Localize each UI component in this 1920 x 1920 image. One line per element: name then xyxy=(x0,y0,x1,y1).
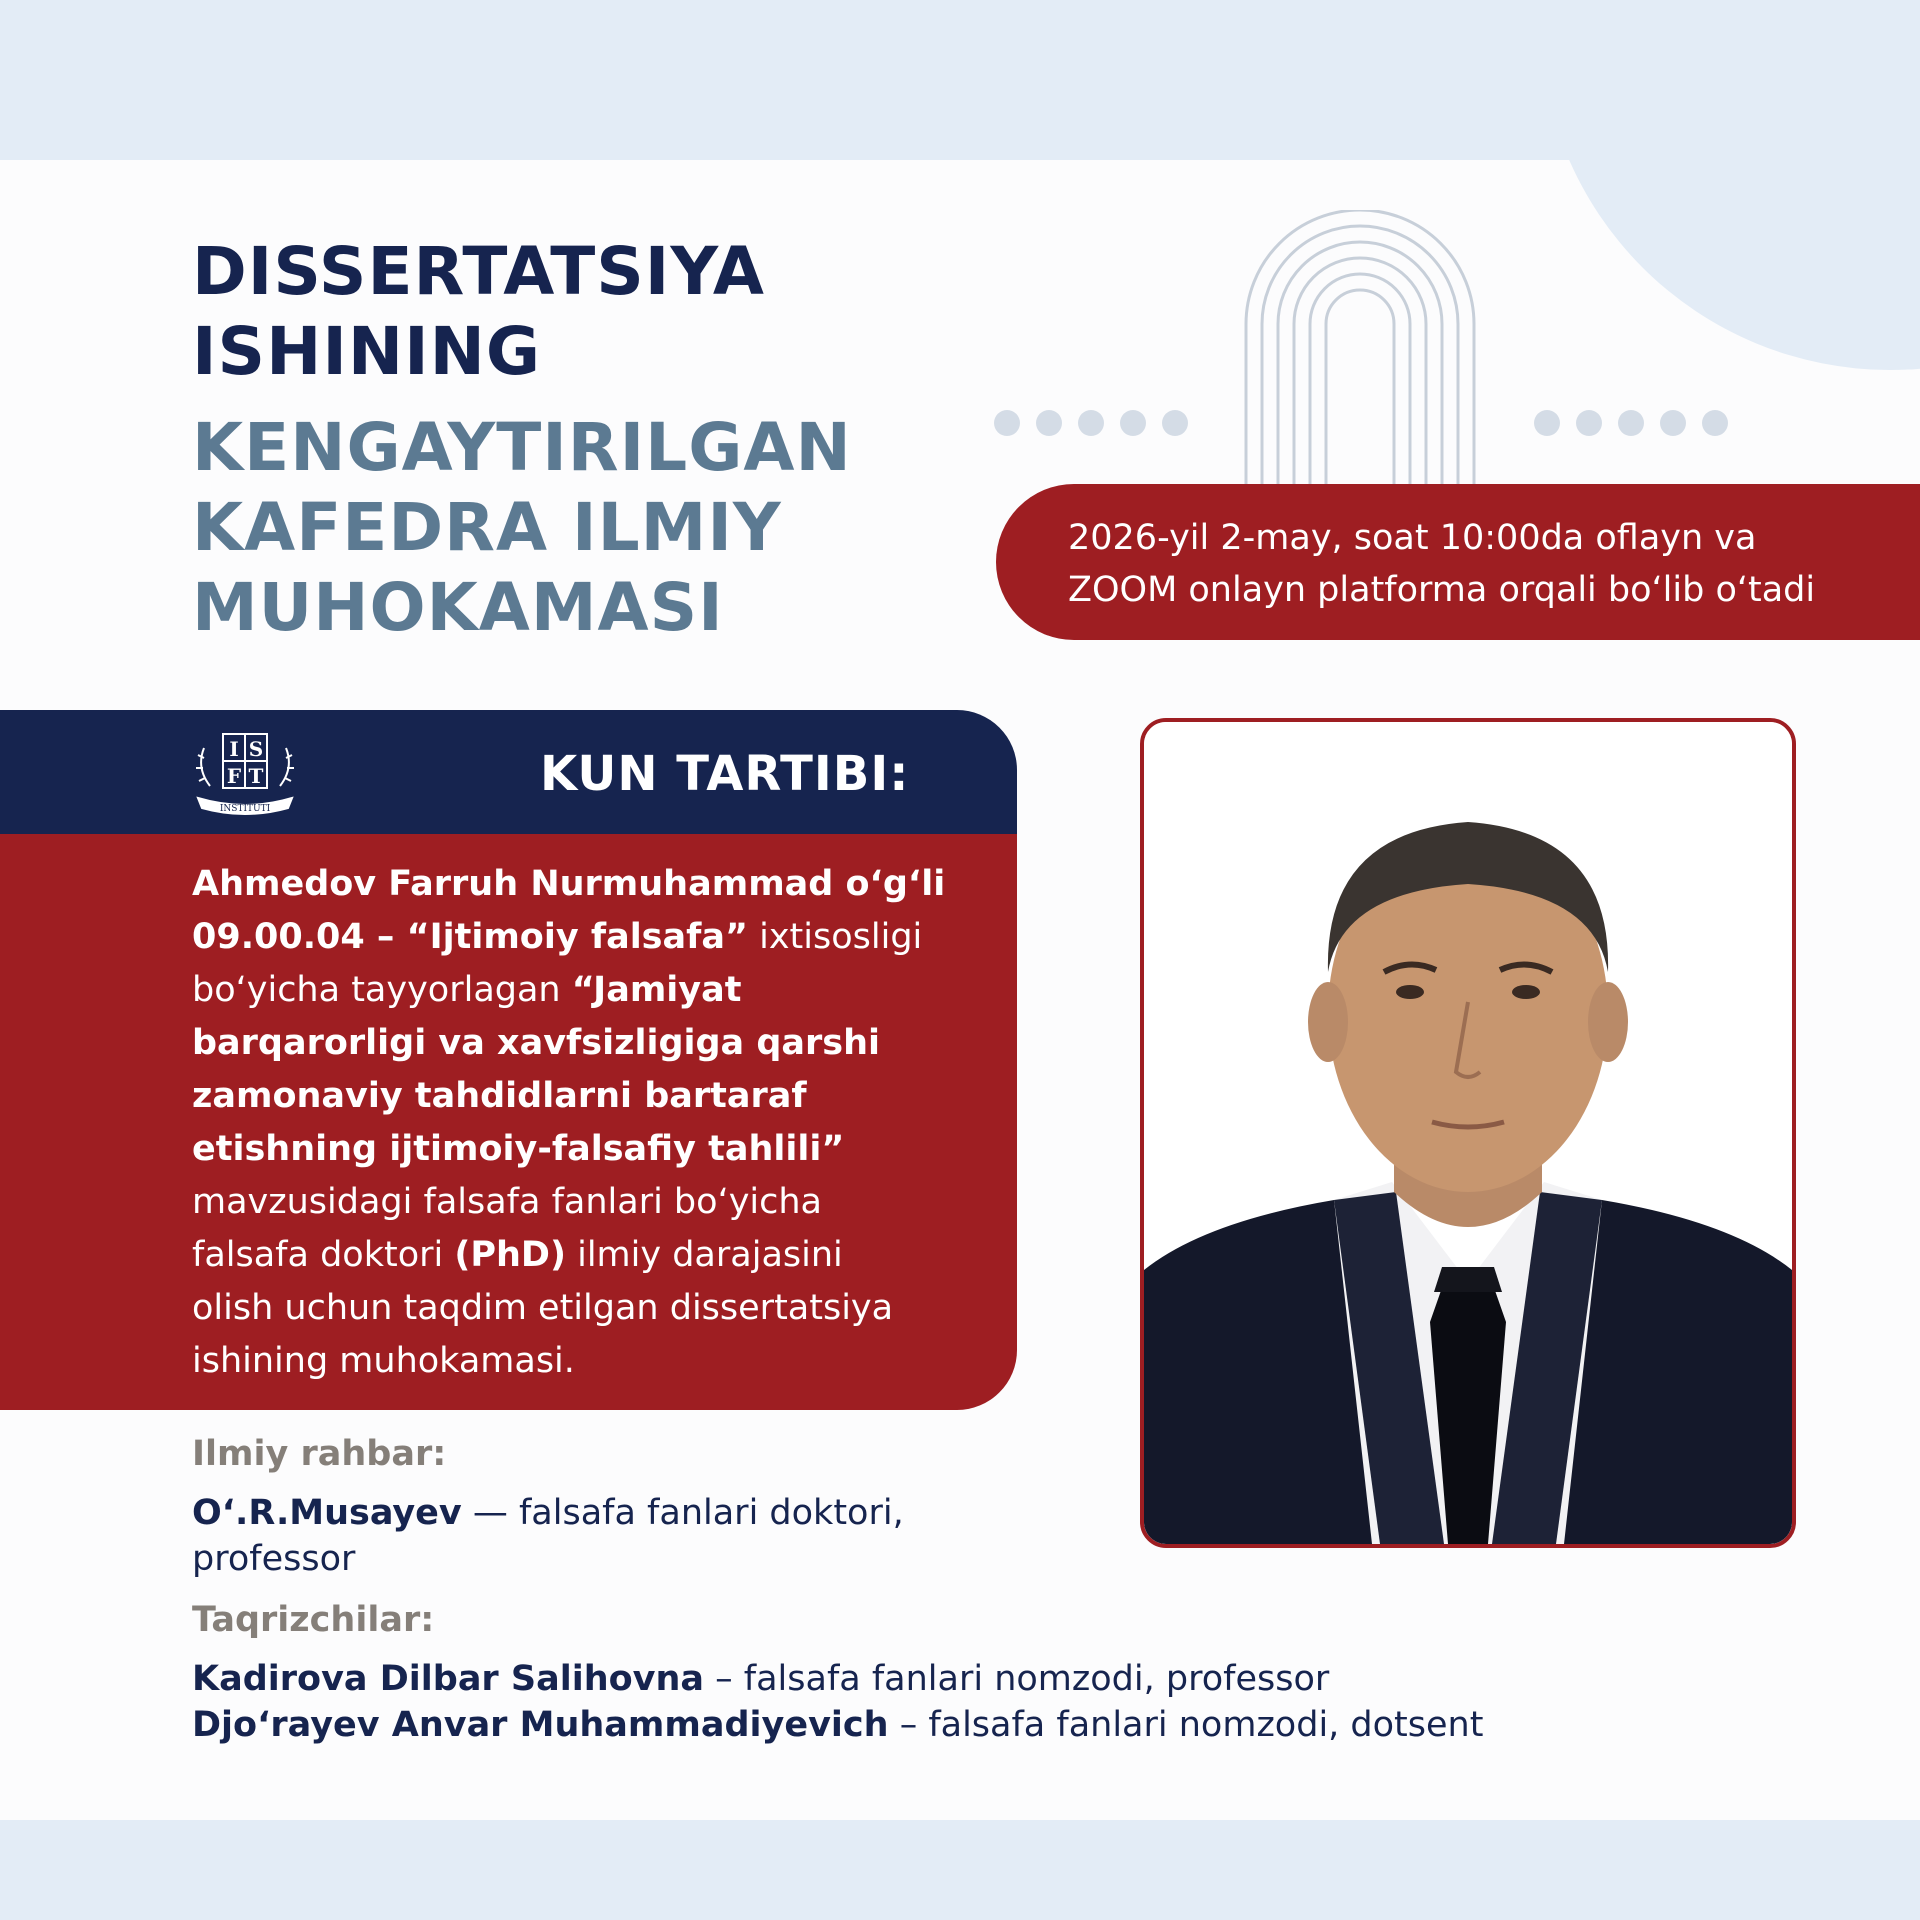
specialty-code: 09.00.04 – “Ijtimoiy falsafa” xyxy=(192,917,748,957)
reviewer-name: Kadirova Dilbar Salihovna xyxy=(192,1659,705,1699)
logo-caption: INSTITUTI xyxy=(219,804,271,814)
agenda-line xyxy=(192,911,1017,964)
reviewer-desc: – falsafa fanlari nomzodi, dotsent xyxy=(888,1705,1484,1745)
dot xyxy=(994,410,1020,436)
dots-left xyxy=(994,410,1188,436)
dot xyxy=(1534,410,1560,436)
dot xyxy=(1078,410,1104,436)
event-line: ZOOM onlayn platforma orqali bo‘lib o‘tadi xyxy=(1068,570,1816,610)
topic-text: “Jamiyat xyxy=(571,970,742,1010)
event-date-banner xyxy=(996,484,1920,640)
agenda-line: zamonaviy tahdidlarni bartaraf xyxy=(192,1076,807,1116)
agenda-text: ilmiy darajasini xyxy=(565,1235,843,1275)
reviewers-label: Taqrizchilar: xyxy=(192,1600,435,1640)
dot xyxy=(1576,410,1602,436)
title-line: DISSERTATSIYA xyxy=(192,233,765,310)
agenda-line: etishning ijtimoiy-falsafiy tahlili” xyxy=(192,1129,845,1169)
dot xyxy=(1618,410,1644,436)
dot xyxy=(1120,410,1146,436)
dot xyxy=(1660,410,1686,436)
agenda-line: Ahmedov Farruh Nurmuhammad o‘g‘li xyxy=(192,864,946,904)
dot xyxy=(1702,410,1728,436)
portrait-illustration xyxy=(1144,722,1792,1544)
reviewer-desc: – falsafa fanlari nomzodi, professor xyxy=(704,1659,1330,1699)
reviewer-item xyxy=(192,1702,1483,1748)
agenda-text: bo‘yicha tayyorlagan xyxy=(192,970,572,1010)
degree-text: (PhD) xyxy=(454,1235,566,1275)
reviewer-item xyxy=(192,1656,1483,1702)
title-dark xyxy=(192,232,765,392)
arches-decoration xyxy=(1240,210,1480,490)
agenda-line: olish uchun taqdim etilgan dissertatsiya xyxy=(192,1288,894,1328)
title-line: KAFEDRA ILMIY xyxy=(192,489,782,566)
title-line: ISHINING xyxy=(192,313,542,390)
dot xyxy=(1162,410,1188,436)
agenda-text: ixtisosligi xyxy=(747,917,923,957)
logo-letter: I xyxy=(229,737,239,761)
supervisor-info xyxy=(192,1490,904,1582)
dots-right xyxy=(1534,410,1728,436)
agenda-line xyxy=(192,1229,1017,1282)
agenda-line: barqarorligi va xavfsizligiga qarshi xyxy=(192,1023,881,1063)
agenda-line: ishining muhokamasi. xyxy=(192,1341,575,1381)
logo-letter: F xyxy=(226,764,242,788)
dot xyxy=(1036,410,1062,436)
event-line: 2026-yil 2-may, soat 10:00da oflayn va xyxy=(1068,518,1757,558)
agenda-text: falsafa doktori xyxy=(192,1235,455,1275)
reviewer-name: Djo‘rayev Anvar Muhammadiyevich xyxy=(192,1705,889,1745)
reviewers-list xyxy=(192,1656,1483,1748)
title-line: KENGAYTIRILGAN xyxy=(192,409,852,486)
logo-letter: S xyxy=(248,737,264,761)
title-accent xyxy=(192,408,852,648)
supervisor-name: O‘.R.Musayev xyxy=(192,1493,462,1533)
agenda-heading: KUN TARTIBI: xyxy=(540,746,910,802)
supervisor-desc: — falsafa fanlari doktori, xyxy=(461,1493,904,1533)
logo-letter: T xyxy=(248,764,264,788)
supervisor-desc-line: professor xyxy=(192,1539,356,1579)
supervisor-label: Ilmiy rahbar: xyxy=(192,1434,447,1474)
agenda-line xyxy=(192,964,1017,1017)
agenda-body xyxy=(0,834,1017,1410)
portrait-photo xyxy=(1140,718,1796,1548)
isft-logo xyxy=(190,728,300,820)
agenda-line: mavzusidagi falsafa fanlari bo‘yicha xyxy=(192,1182,822,1222)
agenda-header xyxy=(0,710,1017,834)
bottom-band xyxy=(0,1820,1920,1920)
title-line: MUHOKAMASI xyxy=(192,569,724,646)
